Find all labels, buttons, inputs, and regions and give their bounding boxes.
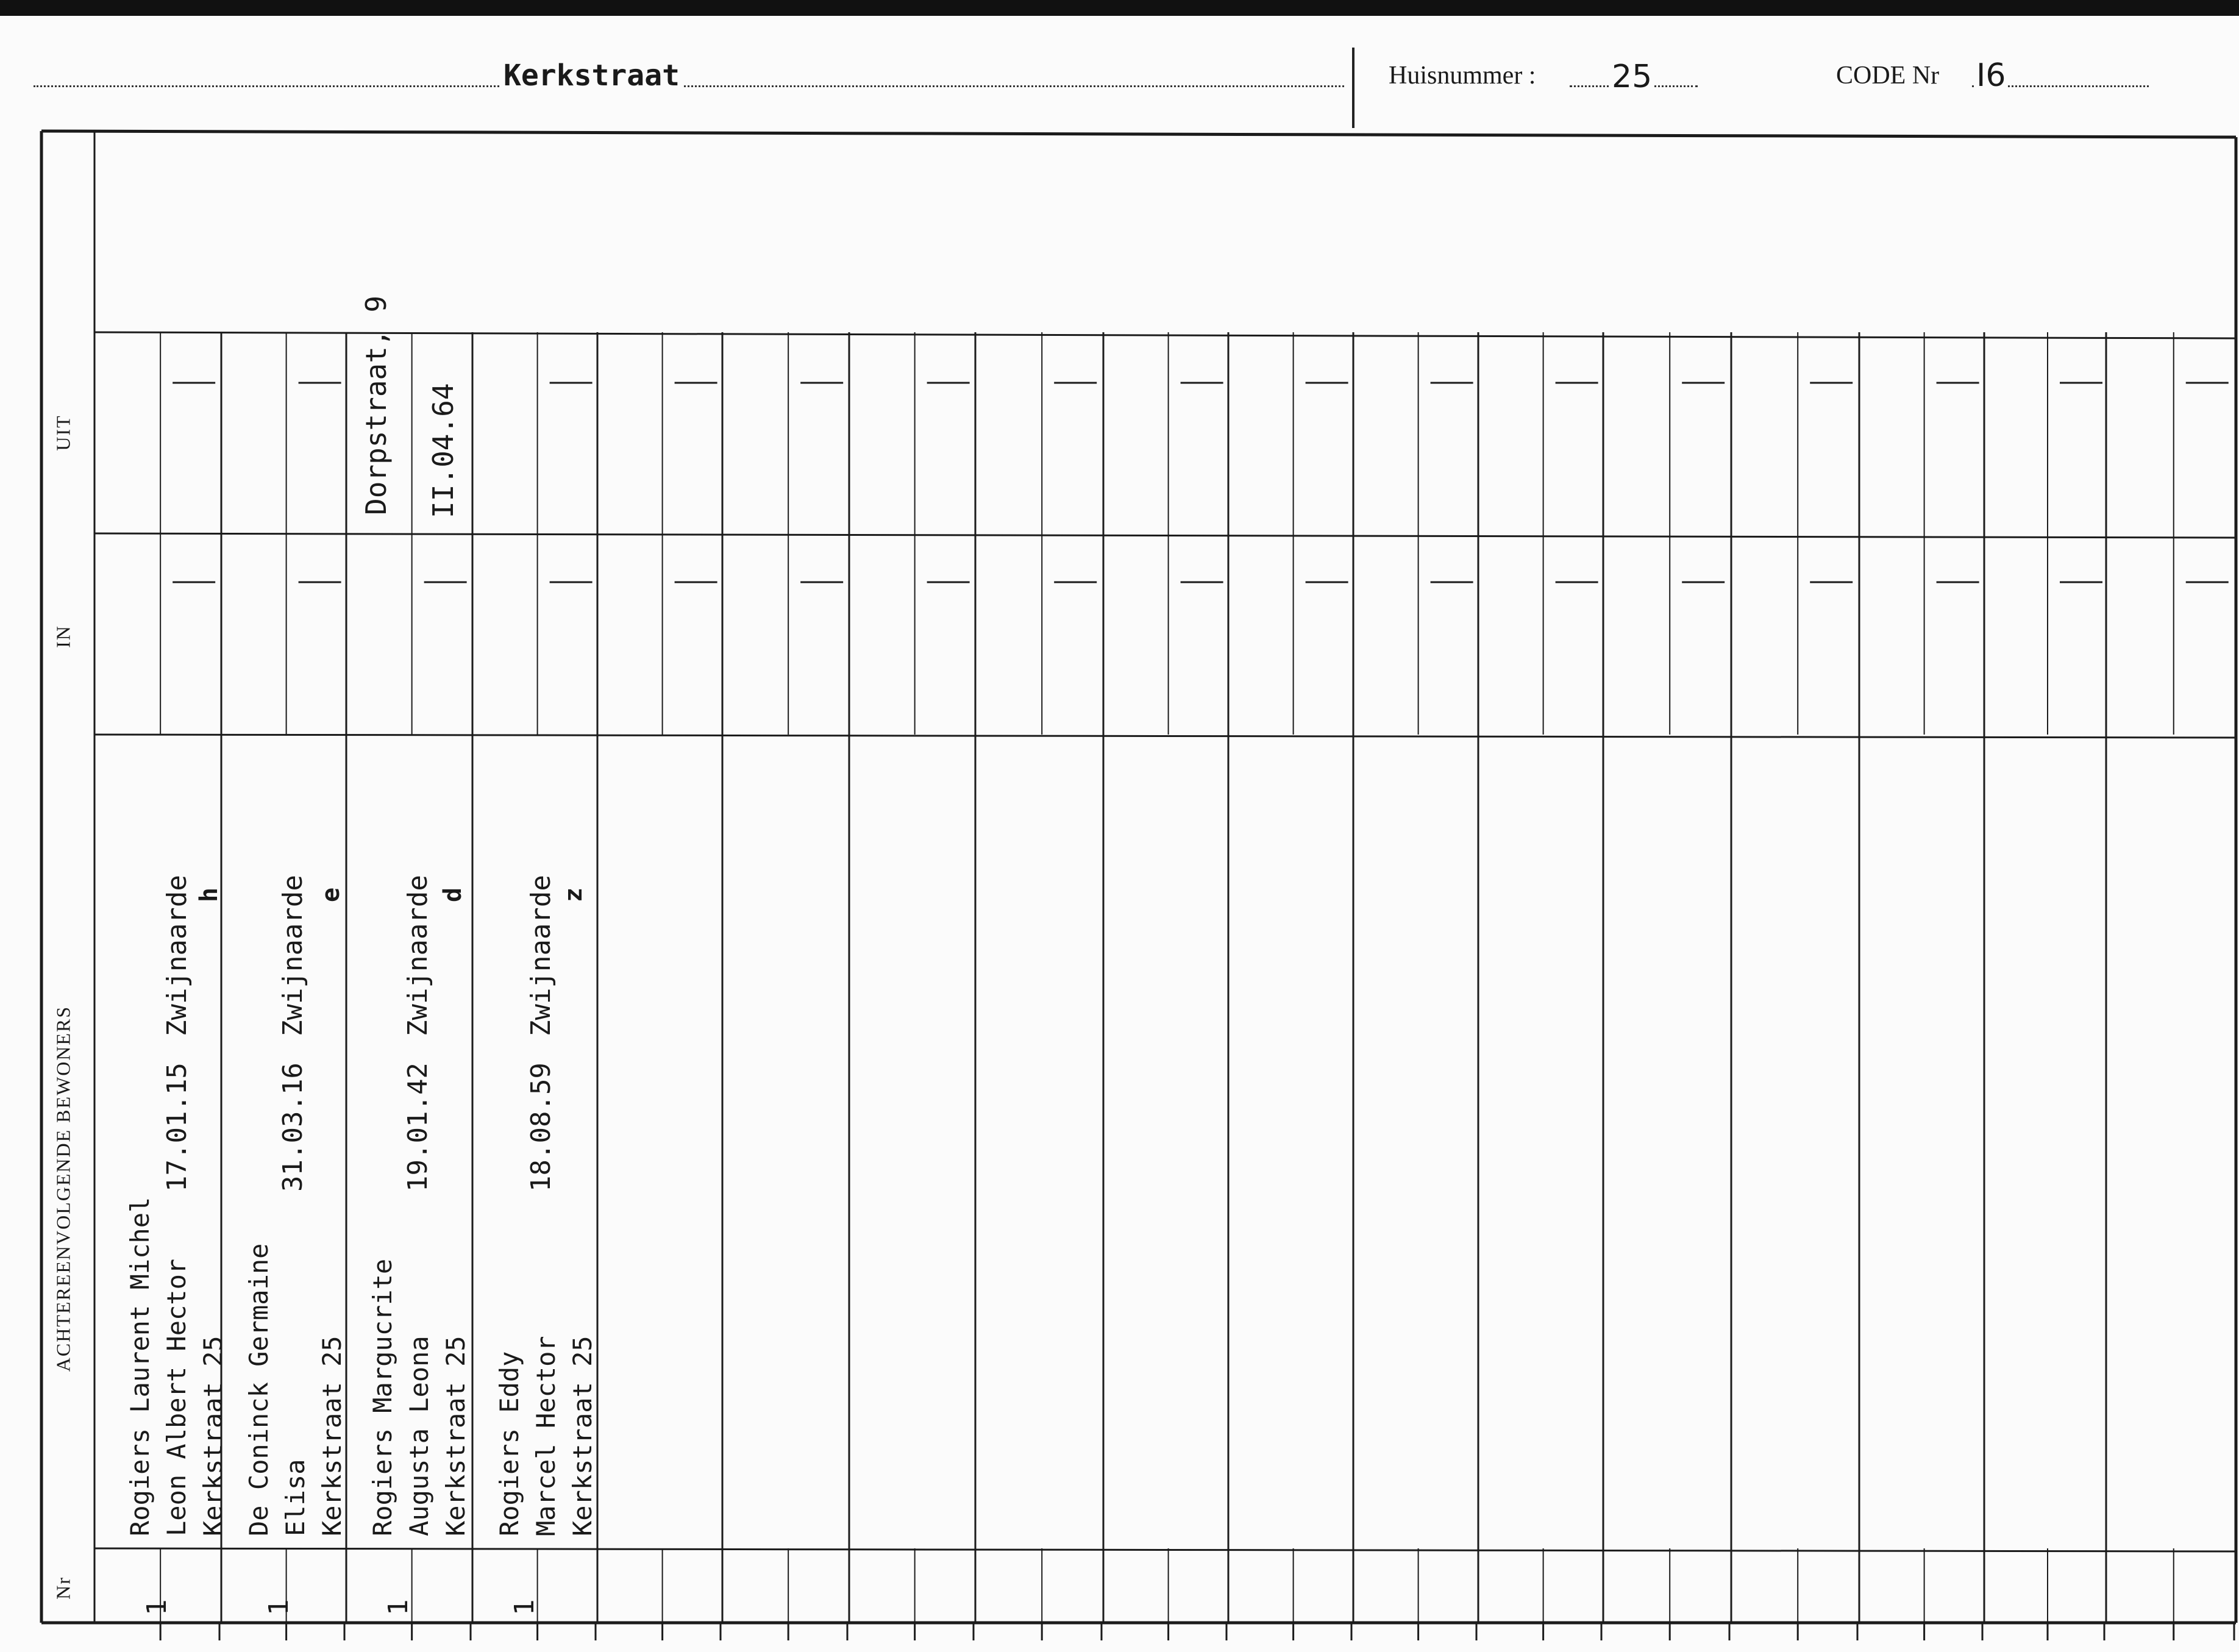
resident-3-code: d [439, 887, 467, 902]
house-number-value: 25 [1609, 59, 1654, 95]
resident-4-birth-place: Zwijnaarde [525, 875, 557, 1036]
resident-4-name [491, 1336, 601, 1536]
resident-4-code: z [560, 887, 588, 902]
resident-3-uit-date: II.04.64 [427, 383, 460, 518]
row-divider-residents [94, 735, 2236, 738]
row-label-uit: UIT [52, 415, 74, 451]
resident-2-birth-date: 31.03.16 [277, 1063, 308, 1192]
resident-2-name-line-1: De Coninck Germaine [244, 1243, 274, 1536]
resident-2-name-line-2: Elisa [280, 1459, 310, 1536]
resident-3-uit-address: Dorpstraat, 9 [360, 295, 393, 515]
resident-3-birth-date: 19.01.42 [402, 1063, 433, 1192]
resident-2-name [241, 1244, 351, 1536]
row-divider-in [94, 533, 2236, 538]
resident-3-name-line-2: Augusta Leona [404, 1336, 434, 1536]
resident-2-code: e [317, 887, 345, 902]
resident-4-nr: 1 [509, 1599, 540, 1615]
resident-1-name-line-2: Leon Albert Hector [162, 1258, 191, 1536]
resident-3-name-line-3: Kerkstraat 25 [441, 1336, 471, 1536]
resident-1-birth-place: Zwijnaarde [162, 875, 193, 1036]
resident-1-code: h [195, 887, 223, 902]
resident-1-birth-date: 17.01.15 [162, 1063, 193, 1192]
resident-4-name-line-1: Rogiers Eddy [494, 1351, 524, 1536]
resident-4-name-line-2: Marcel Hector [531, 1336, 561, 1536]
resident-2-nr: 1 [263, 1599, 294, 1615]
house-number-label: Huisnummer : [1389, 62, 1536, 90]
street-name: Kerkstraat [501, 59, 682, 93]
row-label-in: IN [52, 625, 74, 648]
resident-3-name-line-1: Rogiers Margucrite [368, 1258, 397, 1536]
code-value: I6 [1974, 57, 2008, 94]
row-label-residents: ACHTEREENVOLGENDE BEWONERS [52, 1005, 74, 1372]
resident-3-name [365, 1259, 474, 1536]
row-divider-uit [94, 332, 2236, 338]
resident-3-nr: 1 [383, 1599, 414, 1615]
resident-1-name-line-3: Kerkstraat 25 [198, 1336, 228, 1536]
row-divider-nr [94, 1548, 2236, 1551]
code-label: CODE Nr [1836, 62, 1940, 90]
resident-2-name-line-3: Kerkstraat 25 [317, 1336, 347, 1536]
row-label-nr: Nr [52, 1576, 74, 1600]
resident-4-name-line-3: Kerkstraat 25 [568, 1336, 597, 1536]
resident-1-nr: 1 [141, 1599, 173, 1615]
resident-2-birth-place: Zwijnaarde [277, 875, 308, 1036]
resident-1-name [122, 1197, 232, 1536]
resident-3-birth-place: Zwijnaarde [402, 875, 433, 1036]
resident-1-name-line-1: Rogiers Laurent Michel [125, 1197, 155, 1536]
resident-4-birth-date: 18.08.59 [525, 1063, 557, 1192]
table-border-top [41, 131, 2236, 137]
